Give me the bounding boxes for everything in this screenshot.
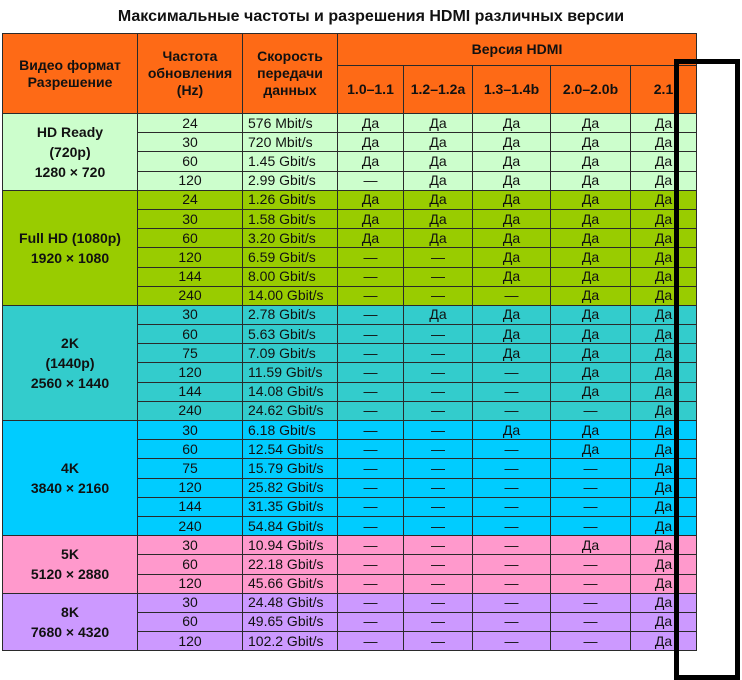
support-cell: —: [338, 632, 404, 651]
header-speed: Скорость передачи данных: [243, 34, 338, 114]
support-cell: Да: [473, 209, 551, 228]
refresh-cell: 24: [138, 190, 243, 209]
support-cell: Да: [631, 171, 697, 190]
support-cell: Да: [473, 229, 551, 248]
support-cell: —: [338, 267, 404, 286]
support-cell: —: [404, 516, 473, 535]
speed-cell: 8.00 Gbit/s: [243, 267, 338, 286]
refresh-cell: 120: [138, 363, 243, 382]
support-cell: —: [338, 344, 404, 363]
support-cell: Да: [473, 267, 551, 286]
support-cell: Да: [631, 516, 697, 535]
speed-cell: 576 Mbit/s: [243, 114, 338, 133]
refresh-cell: 75: [138, 344, 243, 363]
speed-cell: 15.79 Gbit/s: [243, 459, 338, 478]
speed-cell: 24.62 Gbit/s: [243, 401, 338, 420]
format-res: 5120 × 2880: [30, 566, 110, 583]
support-cell: —: [404, 382, 473, 401]
support-cell: Да: [473, 305, 551, 324]
format-res: 7680 × 4320: [30, 623, 110, 640]
support-cell: —: [338, 612, 404, 631]
support-cell: Да: [473, 344, 551, 363]
refresh-cell: 60: [138, 325, 243, 344]
support-cell: Да: [404, 152, 473, 171]
support-cell: —: [473, 497, 551, 516]
support-cell: Да: [631, 248, 697, 267]
support-cell: Да: [338, 229, 404, 248]
support-cell: Да: [631, 497, 697, 516]
format-res: 1280 × 720: [34, 163, 106, 180]
support-cell: Да: [404, 209, 473, 228]
support-cell: Да: [551, 421, 631, 440]
support-cell: —: [338, 248, 404, 267]
support-cell: Да: [551, 363, 631, 382]
support-cell: —: [404, 593, 473, 612]
support-cell: —: [404, 421, 473, 440]
support-cell: Да: [338, 114, 404, 133]
table-row: [3, 593, 697, 612]
support-cell: —: [404, 478, 473, 497]
speed-cell: 720 Mbit/s: [243, 133, 338, 152]
support-cell: —: [338, 440, 404, 459]
support-cell: —: [404, 632, 473, 651]
refresh-cell: 30: [138, 209, 243, 228]
format-name: 5K: [61, 546, 79, 563]
format-name: Full HD (1080p): [19, 229, 121, 246]
speed-cell: 1.45 Gbit/s: [243, 152, 338, 171]
speed-cell: 102.2 Gbit/s: [243, 632, 338, 651]
support-cell: —: [551, 574, 631, 593]
support-cell: —: [338, 497, 404, 516]
format-cell: [3, 536, 138, 594]
support-cell: Да: [551, 267, 631, 286]
support-cell: Да: [551, 171, 631, 190]
refresh-cell: 120: [138, 632, 243, 651]
refresh-cell: 144: [138, 497, 243, 516]
format-res: 1920 × 1080: [30, 249, 110, 266]
support-cell: Да: [631, 478, 697, 497]
support-cell: Да: [631, 555, 697, 574]
support-cell: —: [473, 555, 551, 574]
support-cell: —: [338, 574, 404, 593]
format-sub: (720p): [49, 143, 91, 160]
speed-cell: 6.18 Gbit/s: [243, 421, 338, 440]
support-cell: —: [404, 267, 473, 286]
support-cell: —: [551, 478, 631, 497]
support-cell: —: [473, 459, 551, 478]
refresh-cell: 120: [138, 171, 243, 190]
support-cell: —: [338, 555, 404, 574]
support-cell: Да: [631, 267, 697, 286]
support-cell: Да: [473, 171, 551, 190]
format-name: 8K: [61, 603, 79, 620]
support-cell: —: [404, 536, 473, 555]
header-version: 1.2–1.2a: [404, 66, 473, 114]
support-cell: —: [473, 440, 551, 459]
support-cell: Да: [404, 229, 473, 248]
support-cell: —: [338, 171, 404, 190]
support-cell: —: [404, 401, 473, 420]
support-cell: Да: [551, 440, 631, 459]
refresh-cell: 60: [138, 152, 243, 171]
refresh-cell: 144: [138, 382, 243, 401]
support-cell: —: [551, 612, 631, 631]
table-row: [3, 190, 697, 209]
speed-cell: 5.63 Gbit/s: [243, 325, 338, 344]
header-version: 1.0–1.1: [338, 66, 404, 114]
support-cell: —: [473, 632, 551, 651]
support-cell: Да: [551, 209, 631, 228]
support-cell: —: [404, 459, 473, 478]
support-cell: —: [404, 612, 473, 631]
support-cell: —: [551, 555, 631, 574]
speed-cell: 7.09 Gbit/s: [243, 344, 338, 363]
support-cell: —: [473, 286, 551, 305]
support-cell: Да: [631, 114, 697, 133]
speed-cell: 11.59 Gbit/s: [243, 363, 338, 382]
speed-cell: 6.59 Gbit/s: [243, 248, 338, 267]
support-cell: Да: [473, 133, 551, 152]
format-cell: [3, 421, 138, 536]
support-cell: Да: [551, 133, 631, 152]
speed-cell: 14.08 Gbit/s: [243, 382, 338, 401]
support-cell: Да: [473, 152, 551, 171]
support-cell: —: [551, 593, 631, 612]
format-cell: [3, 190, 138, 305]
support-cell: Да: [631, 209, 697, 228]
support-cell: —: [338, 593, 404, 612]
support-cell: Да: [631, 382, 697, 401]
refresh-cell: 144: [138, 267, 243, 286]
speed-cell: 1.26 Gbit/s: [243, 190, 338, 209]
speed-cell: 12.54 Gbit/s: [243, 440, 338, 459]
speed-cell: 22.18 Gbit/s: [243, 555, 338, 574]
support-cell: Да: [404, 190, 473, 209]
support-cell: Да: [631, 401, 697, 420]
support-cell: —: [473, 478, 551, 497]
support-cell: —: [473, 401, 551, 420]
header-version: 2.1: [631, 66, 697, 114]
support-cell: Да: [473, 190, 551, 209]
format-sub: (1440p): [45, 354, 95, 371]
support-cell: —: [473, 574, 551, 593]
refresh-cell: 30: [138, 536, 243, 555]
support-cell: Да: [631, 593, 697, 612]
support-cell: Да: [631, 152, 697, 171]
speed-cell: 14.00 Gbit/s: [243, 286, 338, 305]
support-cell: —: [338, 536, 404, 555]
support-cell: Да: [473, 325, 551, 344]
header-format: Видео формат Разрешение: [3, 34, 138, 114]
support-cell: —: [473, 363, 551, 382]
support-cell: Да: [631, 440, 697, 459]
support-cell: Да: [338, 133, 404, 152]
support-cell: Да: [551, 286, 631, 305]
speed-cell: 45.66 Gbit/s: [243, 574, 338, 593]
speed-cell: 24.48 Gbit/s: [243, 593, 338, 612]
format-res: 2560 × 1440: [30, 374, 110, 391]
support-cell: Да: [338, 152, 404, 171]
speed-cell: 25.82 Gbit/s: [243, 478, 338, 497]
speed-cell: 49.65 Gbit/s: [243, 612, 338, 631]
speed-cell: 1.58 Gbit/s: [243, 209, 338, 228]
support-cell: —: [404, 344, 473, 363]
support-cell: —: [404, 286, 473, 305]
refresh-cell: 120: [138, 478, 243, 497]
support-cell: Да: [473, 114, 551, 133]
support-cell: —: [404, 363, 473, 382]
support-cell: —: [338, 363, 404, 382]
header-version: 1.3–1.4b: [473, 66, 551, 114]
refresh-cell: 60: [138, 440, 243, 459]
table-row: [3, 114, 697, 133]
support-cell: —: [338, 459, 404, 478]
support-cell: —: [551, 497, 631, 516]
support-cell: —: [551, 516, 631, 535]
page-title: Максимальные частоты и разрешения HDMI различных версии: [117, 8, 625, 25]
format-name: HD Ready: [36, 123, 104, 140]
support-cell: Да: [631, 421, 697, 440]
table-row: [3, 421, 697, 440]
support-cell: Да: [551, 344, 631, 363]
support-cell: Да: [631, 574, 697, 593]
refresh-cell: 120: [138, 574, 243, 593]
refresh-cell: 240: [138, 286, 243, 305]
support-cell: Да: [551, 536, 631, 555]
support-cell: Да: [551, 152, 631, 171]
support-cell: —: [338, 382, 404, 401]
support-cell: Да: [404, 114, 473, 133]
support-cell: Да: [473, 248, 551, 267]
refresh-cell: 60: [138, 555, 243, 574]
support-cell: Да: [404, 171, 473, 190]
support-cell: —: [473, 536, 551, 555]
support-cell: —: [338, 325, 404, 344]
support-cell: —: [473, 612, 551, 631]
support-cell: —: [473, 516, 551, 535]
refresh-cell: 30: [138, 593, 243, 612]
support-cell: Да: [631, 344, 697, 363]
support-cell: —: [404, 574, 473, 593]
format-name: 2K: [61, 334, 79, 351]
support-cell: —: [404, 555, 473, 574]
refresh-cell: 75: [138, 459, 243, 478]
support-cell: Да: [551, 229, 631, 248]
support-cell: Да: [631, 133, 697, 152]
refresh-cell: 30: [138, 133, 243, 152]
support-cell: —: [338, 478, 404, 497]
support-cell: —: [338, 421, 404, 440]
format-name: 4K: [61, 460, 79, 477]
support-cell: Да: [551, 190, 631, 209]
support-cell: —: [404, 440, 473, 459]
header-versions: Версия HDMI: [338, 34, 697, 66]
support-cell: —: [404, 325, 473, 344]
support-cell: —: [551, 401, 631, 420]
table-body: [3, 114, 697, 651]
support-cell: Да: [551, 325, 631, 344]
support-cell: Да: [631, 459, 697, 478]
header-version: 2.0–2.0b: [551, 66, 631, 114]
support-cell: Да: [631, 632, 697, 651]
support-cell: Да: [551, 114, 631, 133]
support-cell: —: [338, 305, 404, 324]
support-cell: —: [551, 632, 631, 651]
refresh-cell: 240: [138, 516, 243, 535]
table-row: [3, 305, 697, 324]
support-cell: —: [551, 459, 631, 478]
speed-cell: 3.20 Gbit/s: [243, 229, 338, 248]
format-cell: [3, 593, 138, 651]
refresh-cell: 120: [138, 248, 243, 267]
support-cell: Да: [551, 248, 631, 267]
table-row: [3, 536, 697, 555]
support-cell: —: [404, 497, 473, 516]
support-cell: Да: [631, 612, 697, 631]
support-cell: —: [404, 248, 473, 267]
hdmi-table: [2, 33, 697, 651]
support-cell: Да: [404, 133, 473, 152]
speed-cell: 2.78 Gbit/s: [243, 305, 338, 324]
speed-cell: 2.99 Gbit/s: [243, 171, 338, 190]
support-cell: Да: [631, 305, 697, 324]
support-cell: Да: [631, 325, 697, 344]
refresh-cell: 30: [138, 305, 243, 324]
support-cell: Да: [551, 382, 631, 401]
support-cell: —: [338, 516, 404, 535]
support-cell: —: [338, 286, 404, 305]
support-cell: Да: [551, 305, 631, 324]
support-cell: Да: [473, 421, 551, 440]
support-cell: Да: [631, 229, 697, 248]
refresh-cell: 60: [138, 229, 243, 248]
support-cell: —: [338, 401, 404, 420]
support-cell: Да: [631, 190, 697, 209]
refresh-cell: 24: [138, 114, 243, 133]
refresh-cell: 240: [138, 401, 243, 420]
speed-cell: 31.35 Gbit/s: [243, 497, 338, 516]
refresh-cell: 30: [138, 421, 243, 440]
speed-cell: 54.84 Gbit/s: [243, 516, 338, 535]
format-res: 3840 × 2160: [30, 480, 110, 497]
support-cell: Да: [338, 209, 404, 228]
support-cell: Да: [631, 536, 697, 555]
support-cell: —: [473, 593, 551, 612]
support-cell: Да: [631, 286, 697, 305]
support-cell: —: [473, 382, 551, 401]
support-cell: Да: [338, 190, 404, 209]
refresh-cell: 60: [138, 612, 243, 631]
format-cell: [3, 305, 138, 420]
format-cell: [3, 114, 138, 191]
speed-cell: 10.94 Gbit/s: [243, 536, 338, 555]
support-cell: Да: [404, 305, 473, 324]
header-refresh: Частота обновления (Hz): [138, 34, 243, 114]
support-cell: Да: [631, 363, 697, 382]
